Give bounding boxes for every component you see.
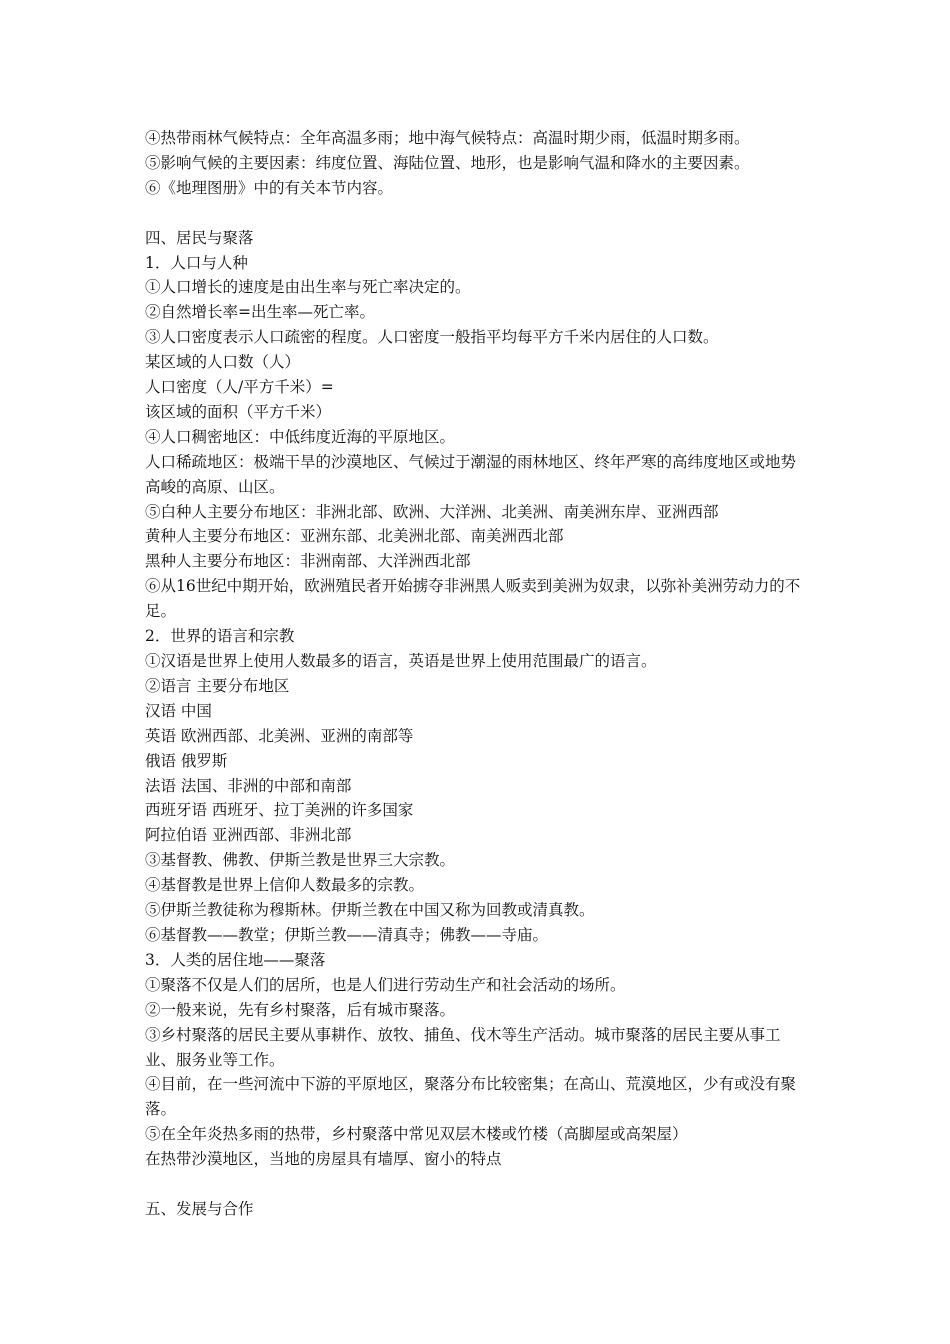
formula-denominator: 该区域的面积（平方千米） xyxy=(145,402,332,421)
text-line: ⑤影响气候的主要因素：纬度位置、海陆位置、地形，也是影响气温和降水的主要因素。 xyxy=(145,153,750,172)
text-line: 英语 欧洲西部、北美洲、亚洲的南部等 xyxy=(145,726,414,745)
formula-numerator: 某区域的人口数（人） xyxy=(145,353,301,372)
text-line: ③人口密度表示人口疏密的程度。人口密度一般指平均每平方千米内居住的人口数。 xyxy=(145,328,719,347)
paragraph: ④目前，在一些河流中下游的平原地区，聚落分布比较密集；在高山、荒漠地区，少有或没有聚落。 xyxy=(145,1075,797,1119)
blank-line xyxy=(145,201,810,226)
text-line: 俄语 俄罗斯 xyxy=(145,751,228,770)
subsection-heading: 3．人类的居住地——聚落 xyxy=(145,950,326,969)
text-line: ④热带雨林气候特点：全年高温多雨；地中海气候特点：高温时期少雨，低温时期多雨。 xyxy=(145,129,750,147)
blank-line xyxy=(145,1172,810,1197)
text-line: ⑥基督教——教堂；伊斯兰教——清真寺；佛教——寺庙。 xyxy=(145,925,549,944)
paragraph: ③乡村聚落的居民主要从事耕作、放牧、捕鱼、伐木等生产活动。城市聚落的居民主要从事工业、服务业等工作。 xyxy=(145,1025,781,1069)
text-line: 汉语 中国 xyxy=(145,701,212,720)
text-line: ③基督教、佛教、伊斯兰教是世界三大宗教。 xyxy=(145,851,456,870)
text-line: 西班牙语 西班牙、拉丁美洲的许多国家 xyxy=(145,801,414,820)
text-line: 阿拉伯语 亚洲西部、非洲北部 xyxy=(145,826,352,845)
subsection-heading: 1．人口与人种 xyxy=(145,253,248,272)
text-line: 黑种人主要分布地区：非洲南部、大洋洲西北部 xyxy=(145,552,471,571)
text-line: ①人口增长的速度是由出生率与死亡率决定的。 xyxy=(145,278,471,297)
subsection-heading: 2．世界的语言和宗教 xyxy=(145,627,295,646)
text-line: ④人口稠密地区：中低纬度近海的平原地区。 xyxy=(145,427,456,446)
section-heading: 四、居民与聚落 xyxy=(145,228,254,247)
text-line: 法语 法国、非洲的中部和南部 xyxy=(145,776,352,795)
text-line: ⑤伊斯兰教徒称为穆斯林。伊斯兰教在中国又称为回教或清真教。 xyxy=(145,901,595,920)
text-line: ④基督教是世界上信仰人数最多的宗教。 xyxy=(145,876,425,895)
text-line: ①聚落不仅是人们的居所，也是人们进行劳动生产和社会活动的场所。 xyxy=(145,975,626,994)
text-line: ②语言 主要分布地区 xyxy=(145,676,290,695)
document-page xyxy=(145,126,810,1222)
text-line: ⑤在全年炎热多雨的热带，乡村聚落中常见双层木楼或竹楼（高脚屋或高架屋） xyxy=(145,1125,688,1144)
paragraph: 人口稀疏地区：极端干旱的沙漠地区、气候过于潮湿的雨林地区、终年严寒的高纬度地区或地势高峻的高原、山区。 xyxy=(145,452,797,496)
text-line: ⑥《地理图册》中的有关本节内容。 xyxy=(145,178,394,197)
text-line: ①汉语是世界上使用人数最多的语言，英语是世界上使用范围最广的语言。 xyxy=(145,652,657,671)
text-line: ⑤白种人主要分布地区：非洲北部、欧洲、大洋洲、北美洲、南美洲东岸、亚洲西部 xyxy=(145,502,719,521)
section-heading: 五、发展与合作 xyxy=(145,1199,254,1218)
text-line: ②自然增长率=出生率—死亡率。 xyxy=(145,303,375,322)
text-line: ②一般来说，先有乡村聚落，后有城市聚落。 xyxy=(145,1000,456,1019)
paragraph: ⑥从16世纪中期开始，欧洲殖民者开始掳夺非洲黑人贩卖到美洲为奴隶，以弥补美洲劳动力的不足。 xyxy=(145,577,801,621)
formula-lhs: 人口密度（人/平方千米）= xyxy=(145,378,334,397)
text-line: 在热带沙漠地区，当地的房屋具有墙厚、窗小的特点 xyxy=(145,1150,502,1169)
text-line: 黄种人主要分布地区：亚洲东部、北美洲北部、南美洲西北部 xyxy=(145,527,564,546)
